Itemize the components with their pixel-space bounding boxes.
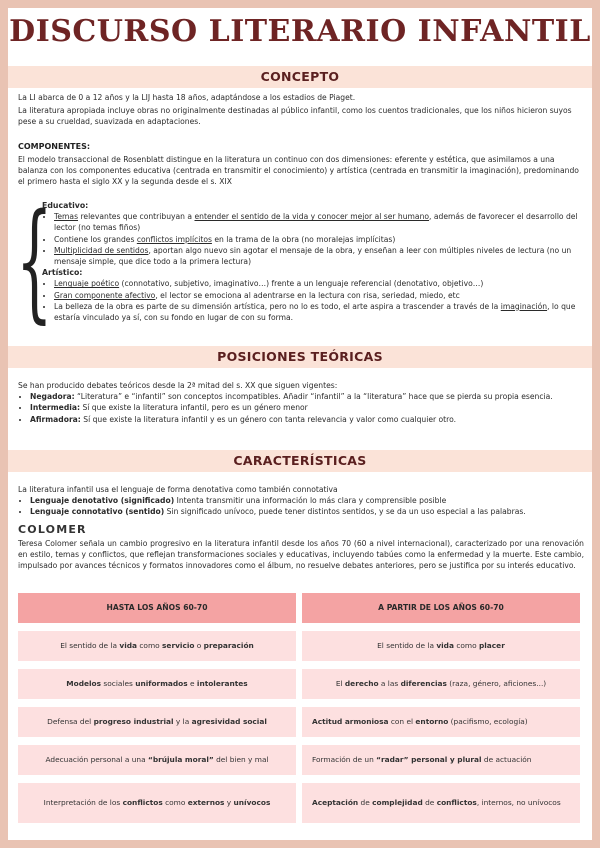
table-cell: El sentido de la vida como placer: [302, 631, 580, 661]
concepto-paragraph-1: La LI abarca de 0 a 12 años y la LIJ hasta 18 años, adaptándose a los estadios de Piaget.: [18, 93, 356, 102]
posiciones-text: [18, 380, 584, 425]
artistico-item: • Lenguaje poético (connotativo, subjetivo, imaginativo…) frente a un lenguaje referencial (denotativo, objetivo…): [54, 278, 584, 289]
componentes-label: COMPONENTES:: [18, 142, 91, 151]
artistico-item: • Gran componente afectivo, el lector se emociona al adentrarse en la lectura con risa, seriedad, miedo, etc: [54, 290, 584, 301]
table-cell: Interpretación de los conflictos como externos y unívocos: [18, 783, 296, 823]
artistico-label: Artístico:: [42, 268, 83, 278]
page-title: DISCURSO LITERARIO INFANTIL: [9, 14, 591, 49]
educativo-item: • Contiene los grandes conflictos implícitos en la trama de la obra (no moralejas implícitas): [54, 234, 584, 245]
artistico-list: [42, 278, 584, 323]
colomer-heading: COLOMER: [18, 523, 87, 536]
concepto-paragraph-2: La literatura apropiada incluye obras no originalmente destinadas al público infantil, como los cuentos tradicionales, que los niños hicieron suyos pese a su crueldad, suavizada en adaptaciones.: [18, 106, 572, 127]
caracteristicas-intro: La literatura infantil usa el lenguaje de forma denotativa como también connotativa: [18, 485, 338, 494]
section-header-posiciones: POSICIONES TEÓRICAS: [8, 346, 592, 368]
table-cell: Adecuación personal a una “brújula moral” del bien y mal: [18, 745, 296, 775]
posicion-item: • Negadora: “Literatura” e “infantil” son conceptos incompatibles. Añadir “infantil” a la “literatura” hace que se pierda su propia esencia.: [30, 391, 584, 402]
table-cell: El sentido de la vida como servicio o preparación: [18, 631, 296, 661]
page: [8, 8, 592, 840]
table-cell: Aceptación de complejidad de conflictos, internos, no unívocos: [302, 783, 580, 823]
caracteristica-item: • Lenguaje denotativo (significado) Intenta transmitir una información lo más clara y comprensible posible: [30, 495, 584, 506]
table-cell: Formación de un “radar” personal y plural de actuación: [302, 745, 580, 775]
posicion-item: • Afirmadora: Sí que existe la literatura infantil y es un género con tanta relevancia y valor como cualquier otro.: [30, 414, 584, 425]
table-header-after: A PARTIR DE LOS AÑOS 60-70: [302, 593, 580, 623]
componentes-list: [42, 200, 584, 323]
table-cell: Defensa del progreso industrial y la agresividad social: [18, 707, 296, 737]
section-header-concepto: CONCEPTO: [8, 66, 592, 88]
educativo-label: Educativo:: [42, 201, 89, 210]
educativo-list: [42, 211, 584, 267]
posiciones-intro: Se han producido debates teóricos desde la 2ª mitad del s. XX que siguen vigentes:: [18, 381, 338, 390]
brace-symbol: {: [16, 187, 53, 336]
section-header-caracteristicas: CARACTERÍSTICAS: [8, 450, 592, 472]
concepto-text: [18, 92, 584, 128]
posicion-item: • Intermedia: Sí que existe la literatura infantil, pero es un género menor: [30, 402, 584, 413]
caracteristica-item: • Lenguaje connotativo (sentido) Sin significado unívoco, puede tener distintos sentidos, y se da un uso especial a las palabras.: [30, 506, 584, 517]
colomer-text: Teresa Colomer señala un cambio progresivo en la literatura infantil desde los años 70 (60 a nivel internacional), caracterizado por una renovación en estilo, temas y conflictos, que reflejan transformaciones sociales y educativas, incluyendo tabúes como la enfermedad y la muerte. Este cambio, impulsado por avances técnicos y formatos innovadores como el álbum, no resuelve debates anteriores, pero se justifica por su interés educativo.: [18, 539, 584, 571]
educativo-item: • Temas relevantes que contribuyan a entender el sentido de la vida y conocer mejor al ser humano, además de favorecer el desarrollo del lector (no temas fiños): [54, 211, 584, 233]
table-cell: El derecho a las diferencias (raza, género, aficiones...): [302, 669, 580, 699]
table-header-before: HASTA LOS AÑOS 60-70: [18, 593, 296, 623]
table-cell: Modelos sociales uniformados e intolerantes: [18, 669, 296, 699]
componentes-text: El modelo transaccional de Rosenblatt distingue en la literatura un continuo con dos dimensiones: eferente y estética, que asimilamos a una balanza con los componentes educativa (centrada en transmitir el conocimiento) y artística (centrada en transmitir la imaginación), predominando el primero hasta el siglo XX y la segunda desde el s. XIX: [18, 155, 579, 187]
table-cell: Actitud armoniosa con el entorno (pacifismo, ecología): [302, 707, 580, 737]
caracteristicas-text: [18, 484, 584, 518]
educativo-item: • Multiplicidad de sentidos, aportan algo nuevo sin agotar el mensaje de la obra, y enseñan a leer con múltiples niveles de lectura (no un mensaje simple, que dice todo a la primera lectura): [54, 245, 584, 267]
posiciones-list: [18, 391, 584, 425]
caracteristicas-list: [18, 495, 584, 517]
artistico-item: • La belleza de la obra es parte de su dimensión artística, pero no lo es todo, el arte aspira a trascender a través de la imaginación, lo que estaría vinculado ya sí, con su fondo en lugar de con su forma.: [54, 301, 584, 323]
